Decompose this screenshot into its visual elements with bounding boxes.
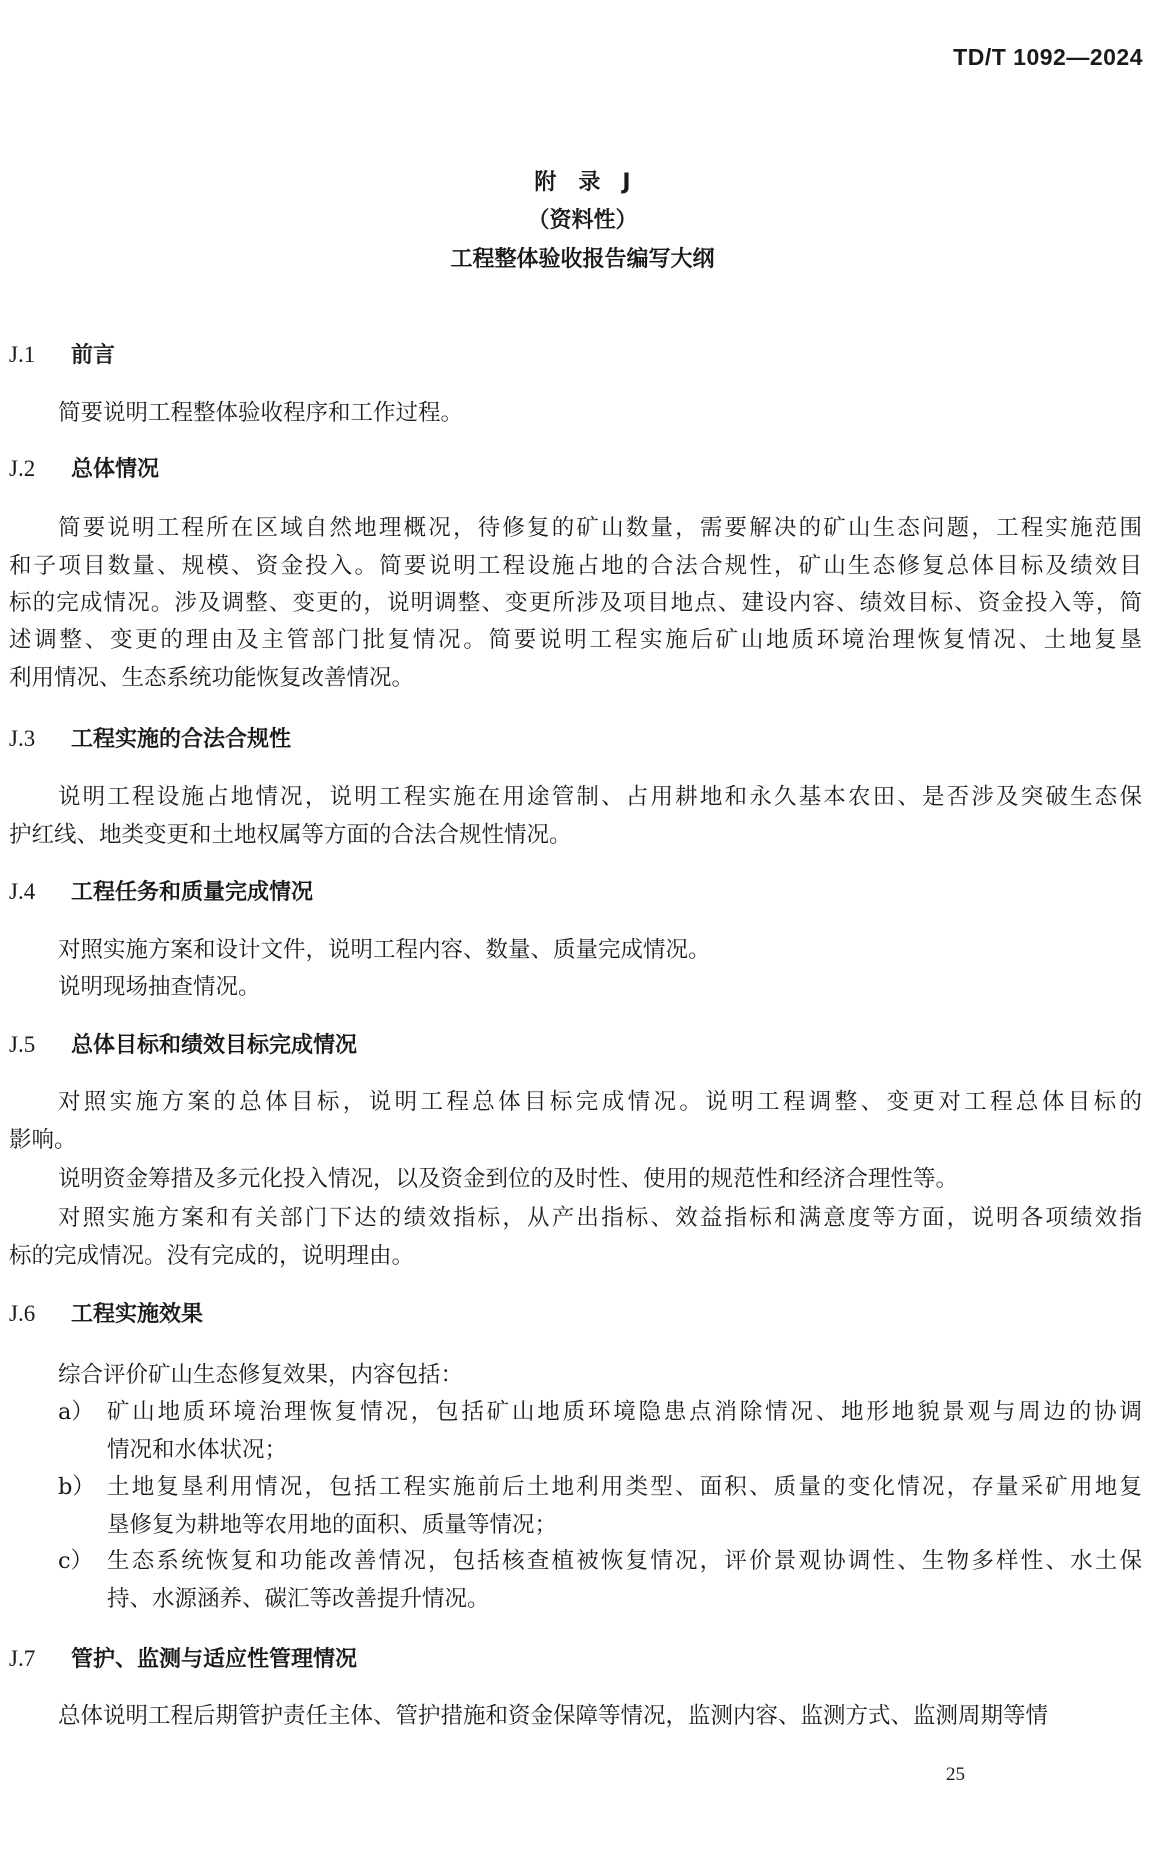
- paragraph-line: 说明资金筹措及多元化投入情况，以及资金到位的及时性、使用的规范性和经济合理性等。: [58, 1166, 959, 1193]
- section-number: J.1: [9, 342, 36, 368]
- paragraph-line: 综合评价矿山生态修复效果，内容包括：: [58, 1362, 464, 1389]
- list-item-line: 情况和水体状况；: [107, 1436, 288, 1463]
- paragraph-line: 影响。: [9, 1126, 77, 1153]
- section-title: 工程实施效果: [71, 1302, 204, 1328]
- section-title: 总体情况: [71, 457, 160, 483]
- section-heading: [9, 720, 291, 758]
- list-item-line: 生态系统恢复和功能改善情况，包括核查植被恢复情况，评价景观协调性、生物多样性、水土保: [107, 1548, 1142, 1575]
- paragraph: [9, 1084, 1142, 1159]
- document-code: TD/T 1092—2024: [953, 44, 1143, 70]
- paragraph-line: 标的完成情况。没有完成的，说明理由。: [9, 1242, 415, 1269]
- paragraph-line: 说明工程设施占地情况，说明工程实施在用途管制、占用耕地和永久基本农田、是否涉及突破生态保: [58, 784, 1142, 811]
- appendix-label: 附 录 J: [534, 170, 631, 195]
- paragraph: [9, 1200, 1142, 1275]
- page-number: 25: [946, 1764, 965, 1785]
- section-number: J.7: [9, 1646, 36, 1672]
- section-heading: [9, 1295, 203, 1333]
- section-heading: [9, 336, 115, 374]
- paragraph-line: 说明现场抽查情况。: [58, 974, 261, 1001]
- section-number: J.6: [9, 1301, 36, 1327]
- paragraph-line: 和子项目数量、规模、资金投入。简要说明工程设施占地的合法合规性，矿山生态修复总体目标及绩效目: [9, 552, 1142, 579]
- paragraph-line: 简要说明工程所在区域自然地理概况，待修复的矿山数量，需要解决的矿山生态问题，工程实施范围: [58, 515, 1142, 542]
- paragraph: [9, 1161, 1142, 1198]
- paragraph-line: 标的完成情况。涉及调整、变更的，说明调整、变更所涉及项目地点、建设内容、绩效目标、资金投入等，简: [9, 589, 1142, 616]
- section-number: J.5: [9, 1032, 36, 1058]
- section-number: J.2: [9, 456, 36, 482]
- list-marker: a）: [58, 1399, 94, 1426]
- section-title: 工程实施的合法合规性: [71, 727, 292, 753]
- paragraph-line: 利用情况、生态系统功能恢复改善情况。: [9, 664, 415, 691]
- list-item-line: 垦修复为耕地等农用地的面积、质量等情况；: [107, 1511, 558, 1538]
- section-title: 管护、监测与适应性管理情况: [71, 1647, 358, 1673]
- list-item: [58, 1469, 1142, 1544]
- list-marker: b）: [58, 1474, 95, 1501]
- section-title: 前言: [71, 343, 116, 369]
- section-heading: [9, 1640, 357, 1678]
- paragraph-line: 护红线、地类变更和土地权属等方面的合法合规性情况。: [9, 821, 572, 848]
- section-number: J.4: [9, 879, 36, 905]
- paragraph-line: 对照实施方案的总体目标，说明工程总体目标完成情况。说明工程调整、变更对工程总体目标的: [58, 1089, 1142, 1116]
- paragraph: [9, 779, 1142, 854]
- section-title: 工程任务和质量完成情况: [71, 880, 314, 906]
- paragraph-line: 对照实施方案和设计文件，说明工程内容、数量、质量完成情况。: [58, 937, 711, 964]
- paragraph: [9, 932, 1142, 969]
- list-marker: c）: [58, 1548, 94, 1575]
- section-heading: [9, 873, 313, 911]
- section-heading: [9, 450, 159, 488]
- list-item: [58, 1543, 1142, 1618]
- list-item-line: 矿山地质环境治理恢复情况，包括矿山地质环境隐患点消除情况、地形地貌景观与周边的协调: [107, 1399, 1142, 1426]
- paragraph-line: 简要说明工程整体验收程序和工作过程。: [58, 400, 464, 427]
- paragraph: [9, 510, 1142, 696]
- paragraph-line: 述调整、变更的理由及主管部门批复情况。简要说明工程实施后矿山地质环境治理恢复情况、土地复垦: [9, 627, 1142, 654]
- paragraph: [9, 395, 1142, 432]
- paragraph-line: 总体说明工程后期管护责任主体、管护措施和资金保障等情况，监测内容、监测方式、监测周期等情: [58, 1703, 1049, 1730]
- section-heading: [9, 1026, 357, 1064]
- section-number: J.3: [9, 726, 36, 752]
- list-item-line: 持、水源涵养、碳汇等改善提升情况。: [107, 1585, 490, 1612]
- section-title: 总体目标和绩效目标完成情况: [71, 1033, 358, 1059]
- paragraph: [9, 969, 1142, 1006]
- paragraph-line: 对照实施方案和有关部门下达的绩效指标，从产出指标、效益指标和满意度等方面，说明各项绩效指: [58, 1205, 1142, 1232]
- paragraph: [9, 1357, 1142, 1394]
- list-item-line: 土地复垦利用情况，包括工程实施前后土地利用类型、面积、质量的变化情况，存量采矿用地复: [107, 1474, 1142, 1501]
- appendix-title: 工程整体验收报告编写大纲: [450, 247, 715, 272]
- list-item: [58, 1394, 1142, 1469]
- appendix-nature: （资料性）: [527, 208, 638, 233]
- paragraph: [9, 1698, 1142, 1735]
